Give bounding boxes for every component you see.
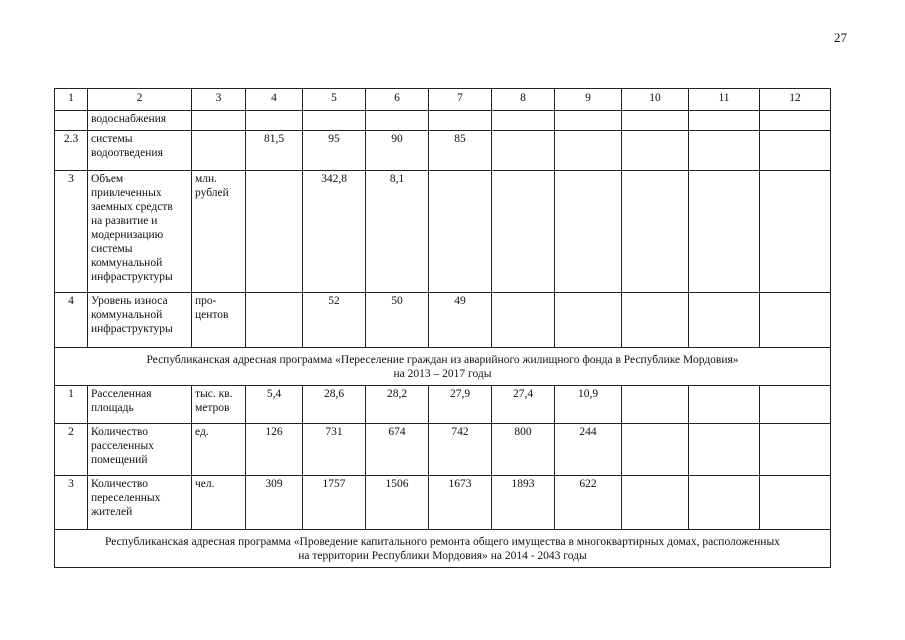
table-cell: 28,6 bbox=[303, 386, 366, 424]
table-cell: 10,9 bbox=[555, 386, 622, 424]
table-cell: 800 bbox=[492, 424, 555, 476]
table-cell: 2 bbox=[55, 424, 88, 476]
table-cell: млн. рублей bbox=[192, 171, 246, 293]
table-cell bbox=[760, 476, 831, 530]
table-cell bbox=[492, 111, 555, 131]
table-cell bbox=[492, 131, 555, 171]
column-number: 3 bbox=[192, 89, 246, 111]
column-number: 1 bbox=[55, 89, 88, 111]
table-cell: 674 bbox=[366, 424, 429, 476]
section-title: Республиканская адресная программа «Проведение капитального ремонта общего имущества в многоквартирных домах, расположенных на территории Республики Мордовия» на 2014 - 2043 годы bbox=[55, 530, 831, 568]
column-number: 2 bbox=[88, 89, 192, 111]
table-cell bbox=[303, 111, 366, 131]
table-cell bbox=[689, 171, 760, 293]
table-cell bbox=[492, 171, 555, 293]
table-cell: Уровень износа коммунальной инфраструктуры bbox=[88, 293, 192, 348]
table-cell: Количество переселенных жителей bbox=[88, 476, 192, 530]
table-cell bbox=[246, 111, 303, 131]
table-body bbox=[55, 89, 831, 568]
table-cell: 731 bbox=[303, 424, 366, 476]
table-cell: 622 bbox=[555, 476, 622, 530]
table-row bbox=[55, 424, 831, 476]
column-number: 12 bbox=[760, 89, 831, 111]
table-cell bbox=[555, 131, 622, 171]
program-section-row bbox=[55, 530, 831, 568]
table-cell bbox=[246, 171, 303, 293]
table-cell: чел. bbox=[192, 476, 246, 530]
table-row bbox=[55, 131, 831, 171]
table-cell: 4 bbox=[55, 293, 88, 348]
column-number: 8 bbox=[492, 89, 555, 111]
table-cell: 85 bbox=[429, 131, 492, 171]
table-cell: 309 bbox=[246, 476, 303, 530]
table-cell: 3 bbox=[55, 171, 88, 293]
table-cell: 81,5 bbox=[246, 131, 303, 171]
column-numbers-row bbox=[55, 89, 831, 111]
table-cell: 1506 bbox=[366, 476, 429, 530]
table-cell: 52 bbox=[303, 293, 366, 348]
table-cell bbox=[760, 293, 831, 348]
table-cell bbox=[760, 171, 831, 293]
table-cell: 50 bbox=[366, 293, 429, 348]
table-cell: 126 bbox=[246, 424, 303, 476]
table-cell bbox=[429, 171, 492, 293]
table-cell bbox=[622, 476, 689, 530]
table-cell: 95 bbox=[303, 131, 366, 171]
table-cell: ед. bbox=[192, 424, 246, 476]
table-cell: 742 bbox=[429, 424, 492, 476]
table-cell: 8,1 bbox=[366, 171, 429, 293]
table-row bbox=[55, 293, 831, 348]
table-cell bbox=[366, 111, 429, 131]
table-cell: Количество расселенных помещений bbox=[88, 424, 192, 476]
column-number: 7 bbox=[429, 89, 492, 111]
table-row bbox=[55, 476, 831, 530]
column-number: 4 bbox=[246, 89, 303, 111]
table-cell bbox=[760, 111, 831, 131]
table-cell bbox=[622, 171, 689, 293]
table-cell: 27,4 bbox=[492, 386, 555, 424]
table-cell: 3 bbox=[55, 476, 88, 530]
column-number: 5 bbox=[303, 89, 366, 111]
section-title: Республиканская адресная программа «Переселение граждан из аварийного жилищного фонда в Республике Мордовия» на 2013 – 2017 годы bbox=[55, 348, 831, 386]
table-cell: про- центов bbox=[192, 293, 246, 348]
table-cell bbox=[492, 293, 555, 348]
table-row bbox=[55, 111, 831, 131]
table-cell bbox=[555, 111, 622, 131]
table-cell bbox=[55, 111, 88, 131]
table-cell bbox=[689, 293, 760, 348]
table-row bbox=[55, 386, 831, 424]
table-cell: 1757 bbox=[303, 476, 366, 530]
table-cell bbox=[760, 424, 831, 476]
table-cell: 27,9 bbox=[429, 386, 492, 424]
table-cell bbox=[555, 171, 622, 293]
column-number: 10 bbox=[622, 89, 689, 111]
table-cell bbox=[760, 131, 831, 171]
table-cell bbox=[192, 131, 246, 171]
program-section-row bbox=[55, 348, 831, 386]
table-cell: 1893 bbox=[492, 476, 555, 530]
table-cell bbox=[622, 424, 689, 476]
table-cell bbox=[555, 293, 622, 348]
table-cell bbox=[429, 111, 492, 131]
table-cell bbox=[246, 293, 303, 348]
page-number: 27 bbox=[834, 30, 847, 45]
column-number: 9 bbox=[555, 89, 622, 111]
table-cell bbox=[622, 386, 689, 424]
indicators-table bbox=[54, 88, 831, 568]
table-cell: Объем привлеченных заемных средств на развитие и модернизацию системы коммунальной инфраструктуры bbox=[88, 171, 192, 293]
table-cell bbox=[689, 131, 760, 171]
table-cell bbox=[689, 111, 760, 131]
table-cell bbox=[192, 111, 246, 131]
table-cell bbox=[622, 131, 689, 171]
table-cell bbox=[689, 424, 760, 476]
table-cell bbox=[622, 293, 689, 348]
table-cell: Расселенная площадь bbox=[88, 386, 192, 424]
table-cell bbox=[689, 386, 760, 424]
table-cell: 28,2 bbox=[366, 386, 429, 424]
table-cell: 2.3 bbox=[55, 131, 88, 171]
column-number: 6 bbox=[366, 89, 429, 111]
table-cell: 244 bbox=[555, 424, 622, 476]
table-cell bbox=[622, 111, 689, 131]
table-cell: водоснабжения bbox=[88, 111, 192, 131]
table-cell: тыс. кв. метров bbox=[192, 386, 246, 424]
table-cell: 49 bbox=[429, 293, 492, 348]
table-cell: 5,4 bbox=[246, 386, 303, 424]
table-cell: 342,8 bbox=[303, 171, 366, 293]
table-cell: 1 bbox=[55, 386, 88, 424]
column-number: 11 bbox=[689, 89, 760, 111]
table-cell: 1673 bbox=[429, 476, 492, 530]
table-cell bbox=[760, 386, 831, 424]
table-row bbox=[55, 171, 831, 293]
table-cell: 90 bbox=[366, 131, 429, 171]
table-cell: системы водоотведения bbox=[88, 131, 192, 171]
table-cell bbox=[689, 476, 760, 530]
